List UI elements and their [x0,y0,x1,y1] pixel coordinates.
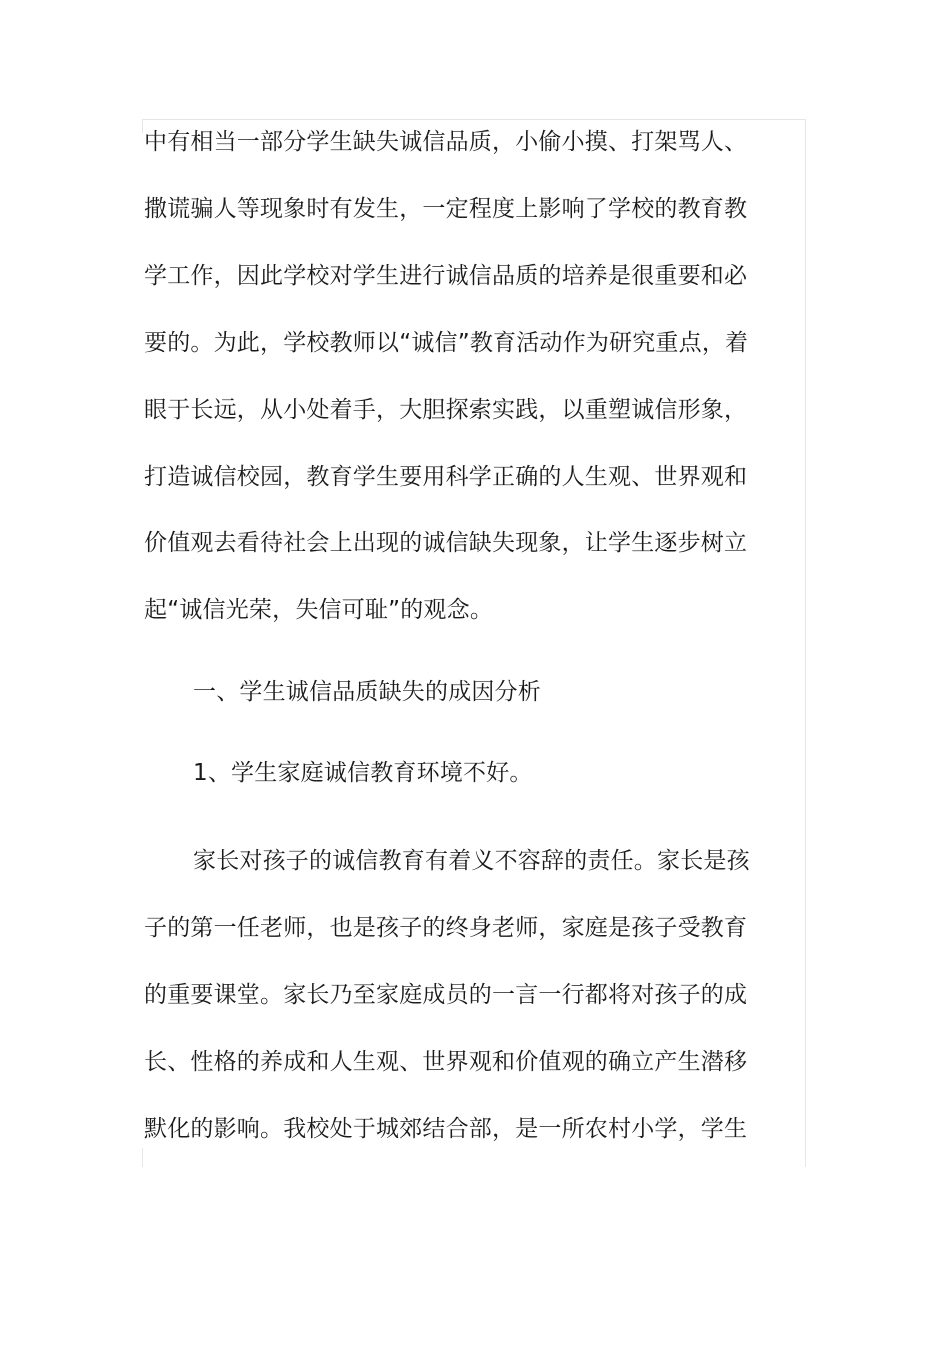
section-heading: 一、学生诚信品质缺失的成因分析 [193,679,541,705]
body-line: 学工作，因此学校对学生进行诚信品质的培养是很重要和必 [144,263,748,289]
frame-edge-bottom-left [142,1148,143,1167]
body-line: 眼于长远，从小处着手，大胆探索实践，以重塑诚信形象， [144,397,748,423]
body-line: 家长对孩子的诚信教育有着义不容辞的责任。家长是孩 [193,848,750,874]
body-line: 的重要课堂。家长乃至家庭成员的一言一行都将对孩子的成 [144,982,748,1008]
body-line: 默化的影响。我校处于城郊结合部，是一所农村小学，学生 [144,1116,748,1142]
body-line: 打造诚信校园，教育学生要用科学正确的人生观、世界观和 [144,464,748,490]
body-line: 长、性格的养成和人生观、世界观和价值观的确立产生潜移 [144,1049,748,1075]
body-line: 价值观去看待社会上出现的诚信缺失现象，让学生逐步树立 [144,530,748,556]
body-line: 中有相当一部分学生缺失诚信品质，小偷小摸、打架骂人、 [144,129,748,155]
subsection-heading: 1、学生家庭诚信教育环境不好。 [193,760,533,786]
body-line: 起“诚信光荣，失信可耻”的观念。 [144,597,494,623]
frame-edge-top-left [142,119,143,133]
body-line: 子的第一任老师，也是孩子的终身老师，家庭是孩子受教育 [144,915,748,941]
body-line: 撒谎骗人等现象时有发生，一定程度上影响了学校的教育教 [144,196,748,222]
body-line: 要的。为此，学校教师以“诚信”教育活动作为研究重点，着 [144,330,749,356]
